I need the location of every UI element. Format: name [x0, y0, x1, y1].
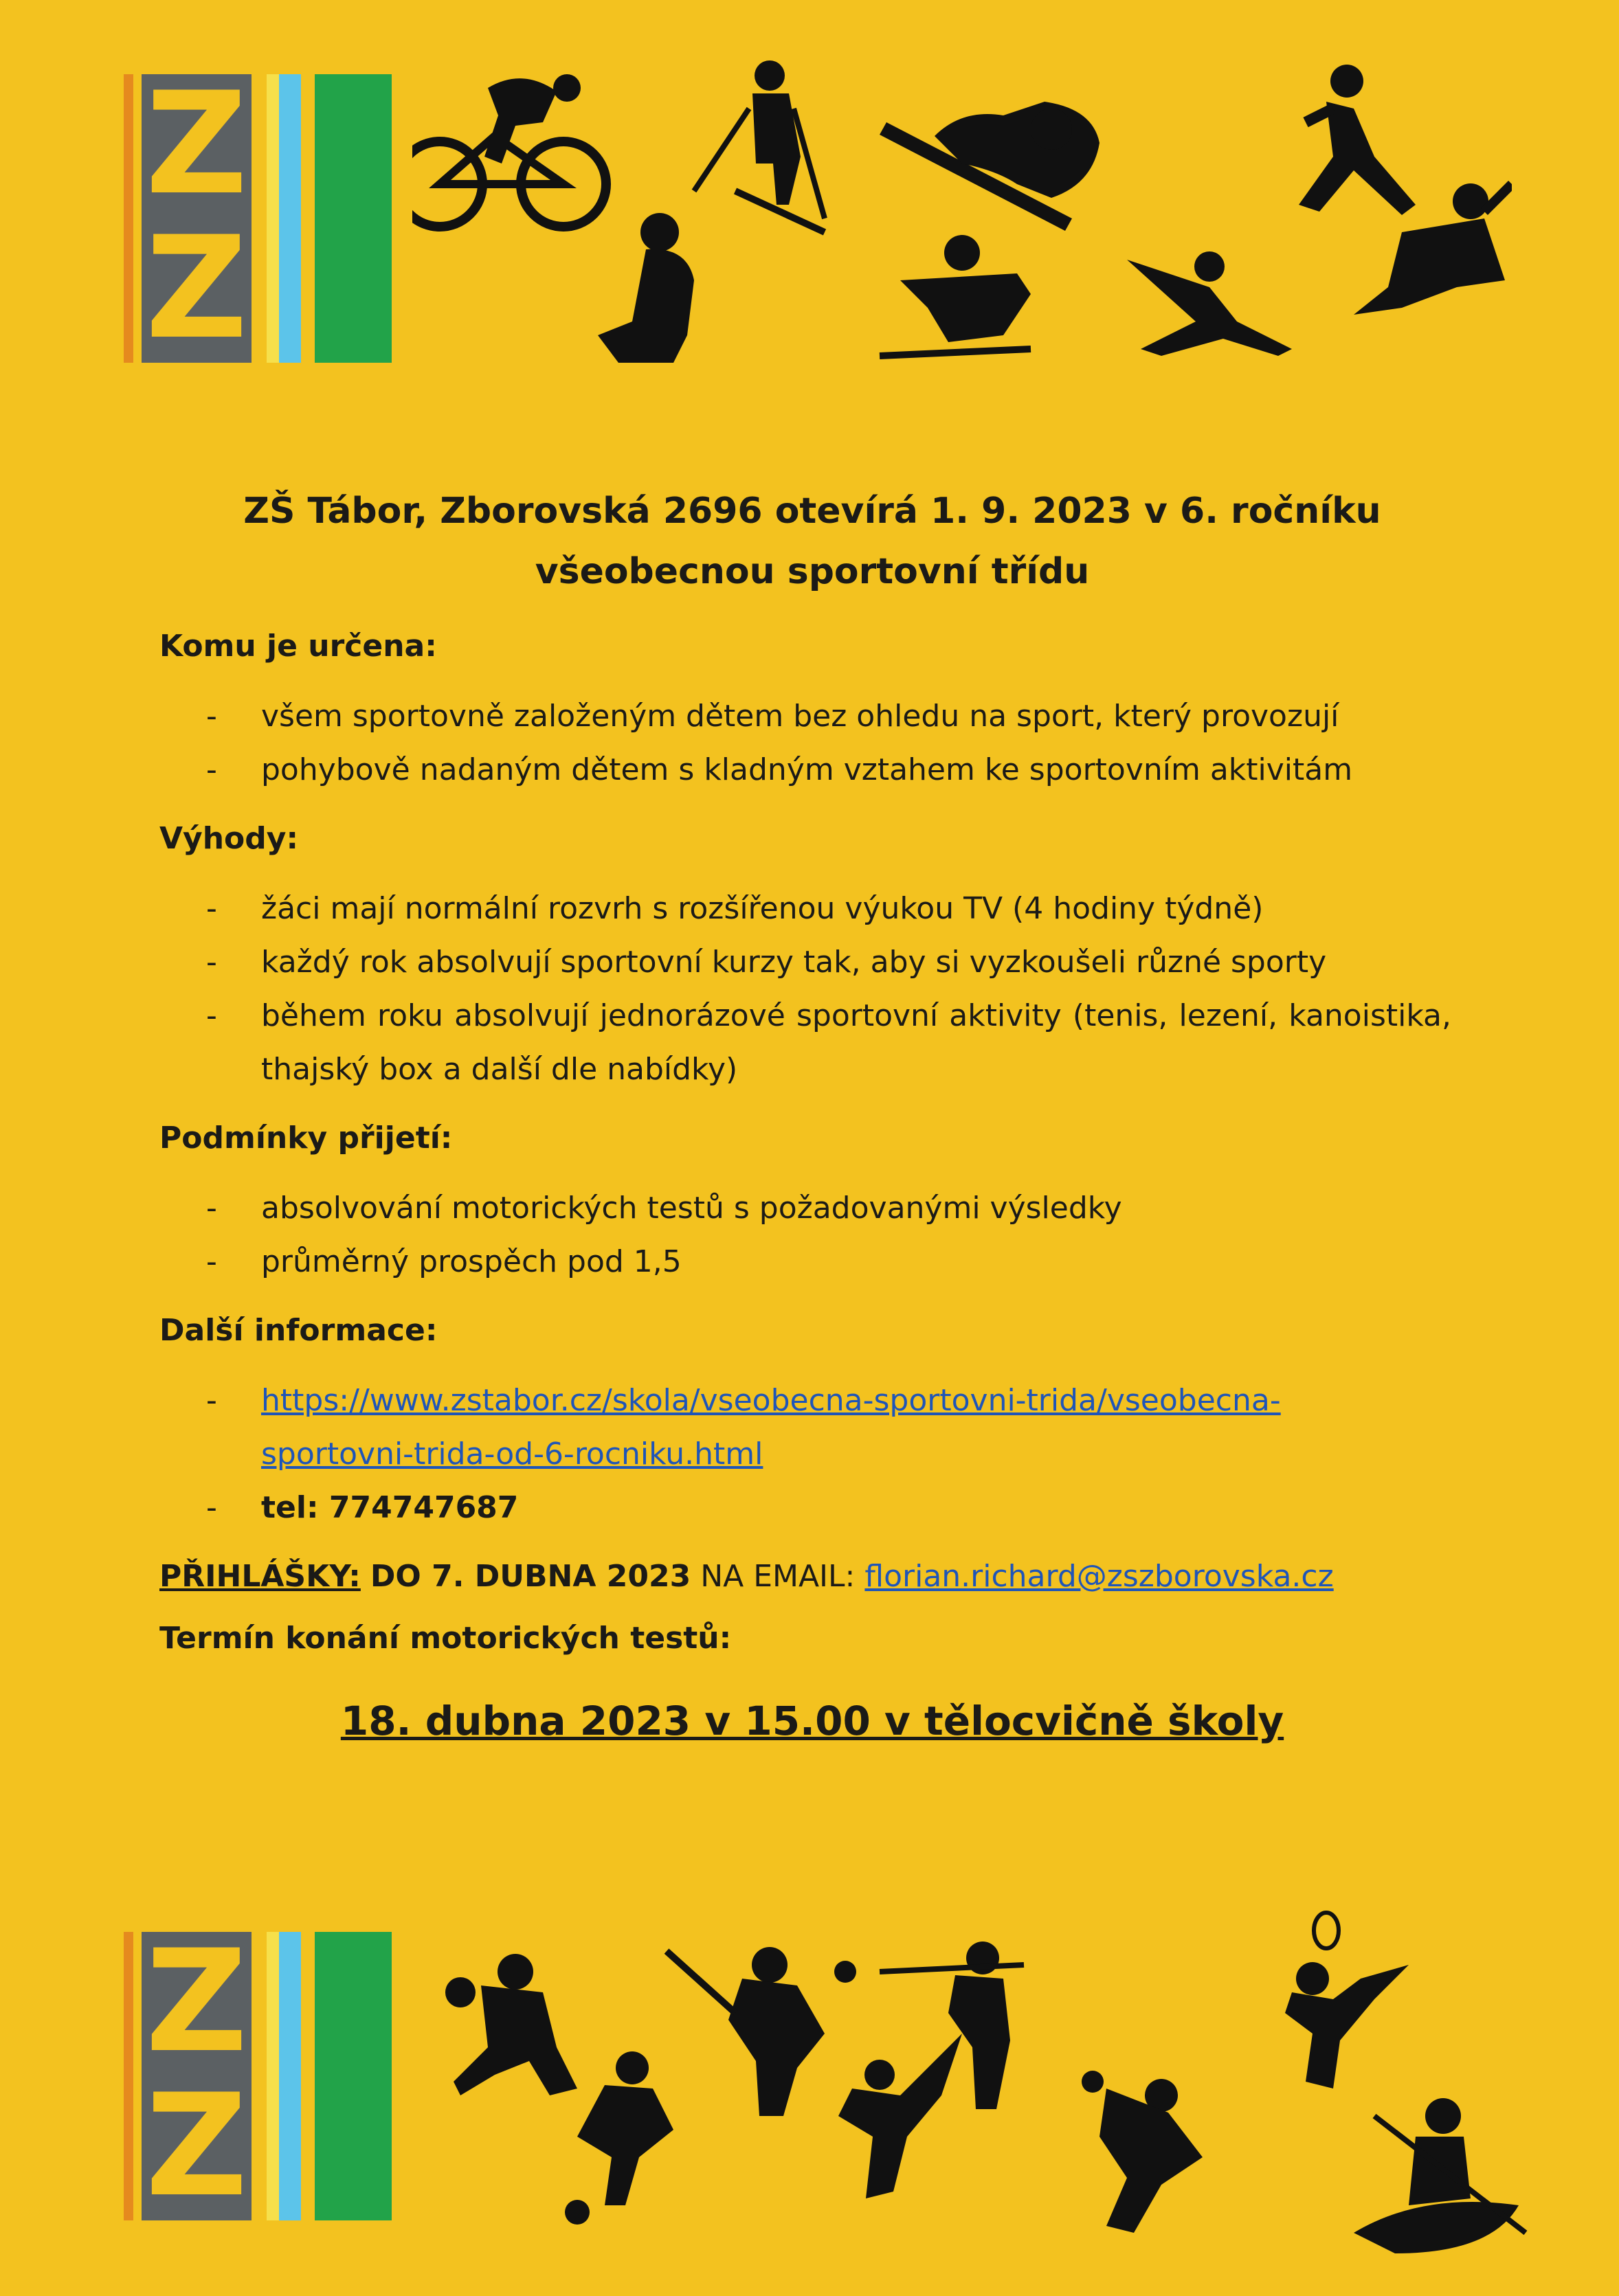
logo-stripe-green — [315, 74, 392, 363]
applications-label: PŘIHLÁŠKY: — [159, 1559, 361, 1594]
logo-stripe-orange — [124, 1932, 133, 2220]
list-item — [159, 690, 1465, 743]
downhill-skier-icon — [880, 235, 1031, 356]
bullet-dash: - — [206, 945, 217, 980]
logo-stripe-blue — [279, 1932, 301, 2220]
bullet-dash: - — [206, 699, 217, 734]
list-item — [159, 882, 1465, 936]
list-item-text: pohybově nadaným dětem s kladným vztahem ke sportovním aktivitám — [261, 752, 1353, 787]
bullet-dash: - — [206, 752, 217, 787]
snowboarder-icon — [880, 102, 1099, 231]
audience-heading: Komu je určena: — [159, 629, 437, 664]
logo-letter: Z — [145, 63, 248, 226]
list-item — [159, 989, 1465, 1096]
logo-stripe-gap — [301, 1932, 315, 2220]
sports-silhouettes-bottom — [412, 1910, 1553, 2267]
logo-stripe-green — [315, 1932, 392, 2220]
logo-stripe-gap — [133, 74, 142, 363]
bullet-dash: - — [206, 1490, 217, 1525]
title-line-1: ZŠ Tábor, Zborovská 2696 otevírá 1. 9. 2023 v 6. ročníku — [243, 491, 1381, 532]
bullet-dash: - — [206, 1191, 217, 1226]
list-item-text: žáci mají normální rozvrh s rozšířenou výukou TV (4 hodiny týdně) — [261, 891, 1264, 926]
sports-silhouettes-top — [412, 60, 1512, 376]
kayaker-icon — [1354, 2098, 1526, 2253]
conditions-list — [159, 1182, 1465, 1289]
volleyball-player-icon — [838, 2034, 962, 2198]
logo-stripe-gap — [252, 74, 267, 363]
bullet-dash: - — [206, 998, 217, 1033]
hockey-player-icon — [667, 1947, 825, 2116]
logo-stripe-light-yellow — [267, 1932, 279, 2220]
list-item — [159, 936, 1465, 989]
phone-number: tel: 774747687 — [261, 1490, 519, 1525]
school-logo-top — [124, 63, 392, 370]
logo-stripe-blue — [279, 74, 301, 363]
list-item-text: absolvování motorických testů s požadovanými výsledky — [261, 1191, 1122, 1226]
benefits-heading: Výhody: — [159, 821, 299, 856]
tennis-player-icon — [1285, 1913, 1409, 2089]
info-heading: Další informace: — [159, 1313, 438, 1348]
bullet-dash: - — [206, 1383, 217, 1418]
list-item — [159, 1182, 1465, 1235]
audience-list — [159, 690, 1465, 797]
list-item-text: všem sportovně založeným dětem bez ohledu na sport, který provozují — [261, 699, 1339, 734]
benefits-list — [159, 882, 1465, 1096]
list-item — [159, 1374, 1465, 1481]
list-item-text: průměrný prospěch pod 1,5 — [261, 1244, 682, 1279]
logo-stripe-light-yellow — [267, 74, 279, 363]
info-url-link[interactable] — [261, 1383, 1281, 1472]
flyer-content — [159, 481, 1465, 1752]
logo-stripe-gap — [133, 1932, 142, 2220]
list-item — [159, 743, 1465, 797]
basketball-player-icon — [445, 1954, 577, 2095]
handball-player-icon — [1082, 2071, 1203, 2233]
info-list — [159, 1374, 1465, 1535]
cyclist-icon — [412, 74, 606, 227]
bullet-dash: - — [206, 891, 217, 926]
logo-letter: Z — [145, 1920, 248, 2084]
martial-artist-icon — [1354, 183, 1512, 315]
school-logo-bottom — [124, 1920, 392, 2228]
skier-icon — [694, 60, 825, 232]
runner-icon — [1299, 65, 1416, 215]
list-item — [159, 1481, 1465, 1535]
tests-date: 18. dubna 2023 v 15.00 v tělocvičně školy — [340, 1698, 1284, 1744]
swimmer-icon — [598, 213, 694, 363]
logo-stripe-orange — [124, 74, 133, 363]
applications-deadline: DO 7. DUBNA 2023 — [370, 1559, 691, 1594]
title-line-2: všeobecnou sportovní třídu — [535, 551, 1090, 592]
page-title — [159, 481, 1465, 602]
list-item-text: každý rok absolvují sportovní kurzy tak, aby si vyzkoušeli různé sporty — [261, 945, 1327, 980]
conditions-heading: Podmínky přijetí: — [159, 1121, 453, 1156]
list-item-text: během roku absolvují jednorázové sportovní aktivity (tenis, lezení, kanoistika, thajský box a další dle nabídky) — [261, 998, 1451, 1087]
tests-heading: Termín konání motorických testů: — [159, 1621, 732, 1656]
info-url-line-1[interactable]: https://www.zstabor.cz/skola/vseobecna-sportovni-trida/vseobecna- — [261, 1383, 1281, 1418]
logo-letter: Z — [145, 207, 248, 370]
logo-stripe-gap — [252, 1932, 267, 2220]
info-url-line-2[interactable]: sportovni-trida-od-6-rocniku.html — [261, 1437, 763, 1472]
email-label: NA EMAIL: — [700, 1559, 856, 1594]
email-link[interactable]: florian.richard@zszborovska.cz — [864, 1559, 1334, 1594]
logo-stripe-gap — [301, 74, 315, 363]
applications-line — [159, 1553, 1465, 1601]
list-item — [159, 1235, 1465, 1289]
gymnast-icon — [1127, 251, 1292, 356]
logo-letter: Z — [145, 2064, 248, 2228]
bullet-dash: - — [206, 1244, 217, 1279]
soccer-player-icon — [565, 2051, 673, 2225]
